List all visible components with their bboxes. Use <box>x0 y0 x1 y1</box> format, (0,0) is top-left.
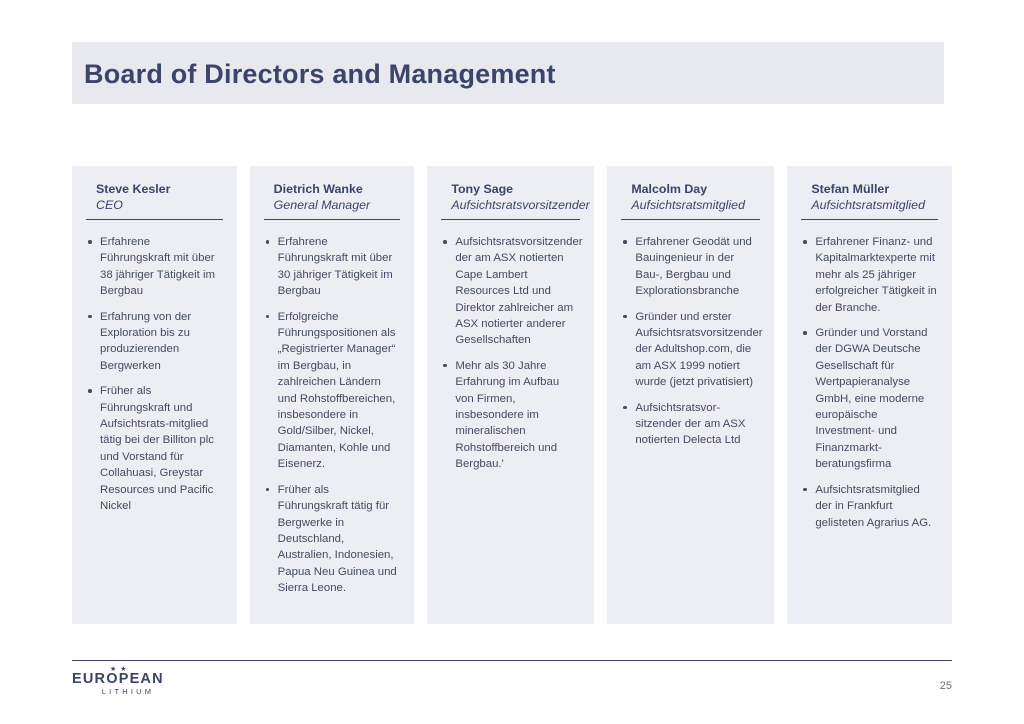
bio-role: Aufsichtsratsvorsitzender <box>441 197 580 220</box>
list-item: Erfahrene Führungskraft mit über 38 jähriger Tätigkeit im Bergbau <box>86 234 223 300</box>
bio-card-0 <box>72 166 237 624</box>
bio-card-2 <box>427 166 594 624</box>
list-item: Früher als Führungskraft und Aufsichtsrats-mitglied tätig bei der Billiton plc und Vorstand für Collahuasi, Greystar Resources und Pacific Nickel <box>86 383 223 514</box>
list-item: Gründer und erster Aufsichtsratsvorsitzender der Adultshop.com, die am ASX 1999 notiert wurde (jetzt privatisiert) <box>621 309 760 391</box>
footer-divider <box>72 660 952 661</box>
page-title: Board of Directors and Management <box>84 59 556 89</box>
logo-sub-text: LITHIUM <box>101 687 155 696</box>
european-lithium-logo <box>72 666 182 697</box>
bio-role: CEO <box>86 197 223 220</box>
bio-bullets <box>264 234 401 597</box>
list-item: Aufsichtsratsvor-sitzender der am ASX notierten Delecta Ltd <box>621 400 760 449</box>
list-item: Erfahrener Geodät und Bauingenieur in der Bau-, Bergbau und Explorationsbranche <box>621 234 760 300</box>
bio-bullets <box>86 234 223 515</box>
stars-icon: ★ ★ <box>110 666 128 673</box>
bio-name: Steve Kesler <box>96 182 171 196</box>
list-item: Erfahrener Finanz- und Kapitalmarktexperte mit mehr als 25 jähriger erfolgreicher Tätigkeit in der Branche. <box>801 234 938 316</box>
list-item: Erfolgreiche Führungspositionen als „Registrierter Manager“ im Bergbau, in zahlreichen Ländern und Rohstoffbereichen, insbesondere in Gold/Silber, Nickel, Diamanten, Kohle und Eisenerz. <box>264 309 401 473</box>
list-item: Mehr als 30 Jahre Erfahrung im Aufbau von Firmen, insbesondere im mineralischen Rohstoffbereich und Bergbau.' <box>441 358 580 473</box>
bio-role: General Manager <box>264 197 401 220</box>
bio-name: Stefan Müller <box>811 182 890 196</box>
bio-role: Aufsichtsratsmitglied <box>621 197 760 220</box>
bio-name: Tony Sage <box>451 182 514 196</box>
bio-name: Malcolm Day <box>631 182 708 196</box>
bio-card-4 <box>787 166 952 624</box>
list-item: Erfahrene Führungskraft mit über 30 jähriger Tätigkeit im Bergbau <box>264 234 401 300</box>
bio-name: Dietrich Wanke <box>273 182 363 196</box>
list-item: Gründer und Vorstand der DGWA Deutsche Gesellschaft für Wertpapieranalyse GmbH, eine moderne europäische Investment- und Finanzmarkt-beratungsfirma <box>801 325 938 473</box>
list-item: Aufsichtsratsmitglied der in Frankfurt gelisteten Agrarius AG. <box>801 482 938 531</box>
bio-bullets <box>621 234 763 449</box>
list-item: Erfahrung von der Exploration bis zu produzierenden Bergwerken <box>86 309 223 375</box>
list-item: Früher als Führungskraft tätig für Bergwerke in Deutschland, Australien, Indonesien, Papua Neu Guinea und Sierra Leone. <box>264 482 401 597</box>
bio-bullets <box>441 234 583 473</box>
page-number: 25 <box>939 680 952 692</box>
list-item: Aufsichtsratsvorsitzender der am ASX notierten Cape Lambert Resources Ltd und Direktor zahlreicher am ASX notierter anderer Gesellschaften <box>441 234 580 349</box>
bio-card-1 <box>250 166 415 624</box>
bios-columns <box>72 166 952 624</box>
bio-role: Aufsichtsratsmitglied <box>801 197 938 220</box>
bio-bullets <box>801 234 938 531</box>
logo-main-text: EUROPEAN <box>72 671 164 687</box>
bio-card-3 <box>607 166 774 624</box>
